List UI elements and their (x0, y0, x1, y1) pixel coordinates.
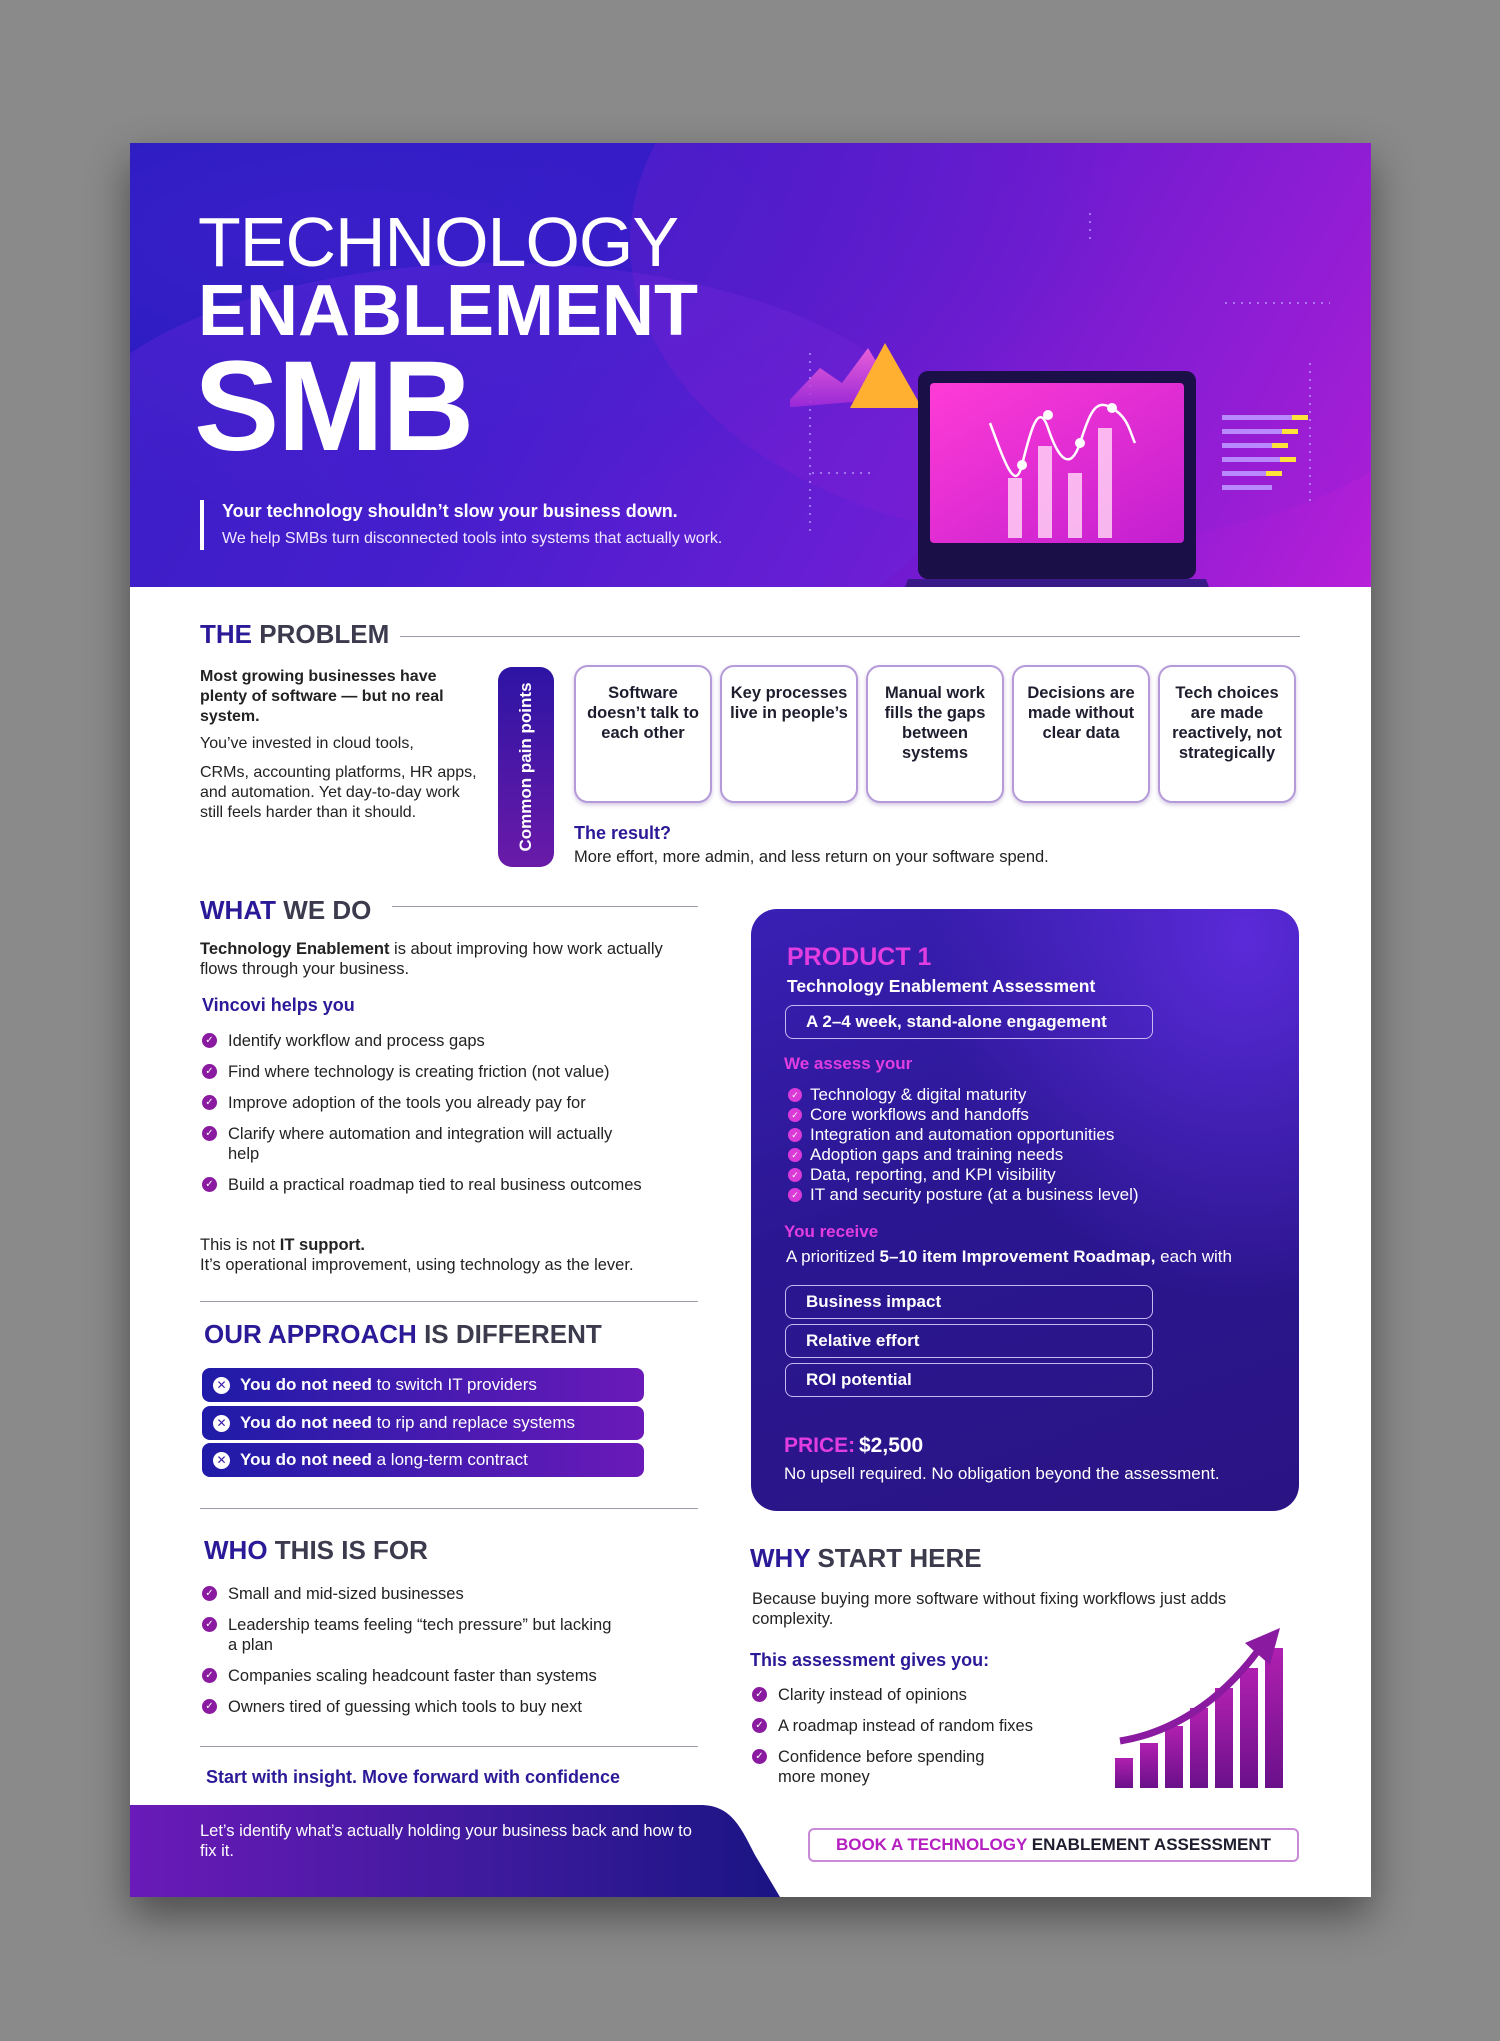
check-icon: ✓ (788, 1148, 802, 1162)
x-circle-icon: ✕ (213, 1415, 230, 1432)
title-line-3: SMB (194, 335, 473, 478)
pain-card: Decisions are made without clear data (1012, 665, 1150, 803)
subtagline: We help SMBs turn disconnected tools into systems that actually work. (222, 530, 723, 547)
approach-item: ✕ You do not need to switch IT providers (202, 1368, 644, 1402)
laptop-illustration (790, 203, 1350, 587)
x-circle-icon: ✕ (213, 1377, 230, 1394)
not-it-support: This is not IT support. (200, 1236, 366, 1254)
operational-note: It’s operational improvement, using technology as the lever. (200, 1256, 634, 1274)
what-we-do-heading: WHAT WE DO (200, 895, 372, 925)
growth-chart-icon (1110, 1623, 1310, 1793)
divider (392, 906, 698, 907)
what-we-do-intro: Technology Enablement is about improving how work actually flows through your business. (200, 940, 663, 978)
receive-text: A prioritized 5–10 item Improvement Roadmap, each with (786, 1247, 1232, 1266)
gives-list (752, 1685, 1052, 1798)
pain-points-label: Common pain points (498, 667, 554, 867)
helps-label: Vincovi helps you (202, 995, 355, 1015)
list-item: ✓ Clarity instead of opinions (752, 1685, 1052, 1705)
helps-list (202, 1031, 682, 1206)
list-item: ✓ Adoption gaps and training needs (788, 1145, 1139, 1165)
list-item: ✓ Clarify where automation and integration will actually help (202, 1124, 622, 1164)
divider (200, 1508, 698, 1509)
pain-card: Manual work fills the gaps between systems (866, 665, 1004, 803)
check-icon: ✓ (202, 1177, 217, 1192)
title-line-1: TECHNOLOGY (198, 203, 679, 281)
list-item: ✓ A roadmap instead of random fixes (752, 1716, 1052, 1736)
assess-list (788, 1085, 1139, 1205)
check-icon: ✓ (788, 1108, 802, 1122)
who-heading: WHO THIS IS FOR (204, 1535, 428, 1565)
roadmap-item: Relative effort (785, 1324, 1153, 1358)
footer-text: Let’s identify what’s actually holding your business back and how to fix it. (200, 1822, 692, 1860)
tagline: Your technology shouldn’t slow your business down. (222, 501, 678, 521)
tagline-bar (200, 500, 204, 550)
check-icon: ✓ (202, 1586, 217, 1601)
product-label: PRODUCT 1 (787, 943, 932, 971)
approach-item: ✕ You do not need to rip and replace systems (202, 1406, 644, 1440)
list-item: ✓ Core workflows and handoffs (788, 1105, 1139, 1125)
divider (200, 1301, 698, 1302)
result-label: The result? (574, 823, 672, 843)
product-card (751, 909, 1299, 1511)
list-item: ✓ Improve adoption of the tools you already pay for (202, 1093, 682, 1113)
list-item: ✓ Small and mid-sized businesses (202, 1584, 682, 1604)
list-item: ✓ Companies scaling headcount faster than systems (202, 1666, 682, 1686)
assess-label: We assess your (784, 1054, 913, 1073)
check-icon: ✓ (752, 1718, 767, 1733)
list-item: ✓ Find where technology is creating friction (not value) (202, 1062, 682, 1082)
check-icon: ✓ (788, 1088, 802, 1102)
problem-lead: Most growing businesses have plenty of software — but no real system. (200, 668, 444, 725)
list-item: ✓ Build a practical roadmap tied to real business outcomes (202, 1175, 642, 1195)
check-icon: ✓ (202, 1126, 217, 1141)
check-icon: ✓ (788, 1128, 802, 1142)
approach-item: ✕ You do not need a long-term contract (202, 1443, 644, 1477)
price-label: PRICE: (784, 1434, 856, 1457)
roadmap-item: Business impact (785, 1285, 1153, 1319)
divider (400, 636, 1300, 637)
pain-card: Software doesn’t talk to each other (574, 665, 712, 803)
list-item: ✓ Integration and automation opportunities (788, 1125, 1139, 1145)
check-icon: ✓ (202, 1064, 217, 1079)
engagement-box: A 2–4 week, stand-alone engagement (785, 1005, 1153, 1039)
price-value: $2,500 (859, 1434, 924, 1457)
approach-heading: OUR APPROACH IS DIFFERENT (204, 1319, 602, 1349)
check-icon: ✓ (202, 1095, 217, 1110)
roadmap-item: ROI potential (785, 1363, 1153, 1397)
check-icon: ✓ (788, 1188, 802, 1202)
check-icon: ✓ (202, 1617, 217, 1632)
flyer-sheet (130, 143, 1371, 1897)
check-icon: ✓ (788, 1168, 802, 1182)
hero-banner (130, 143, 1371, 587)
why-heading: WHY START HERE (750, 1543, 982, 1573)
list-item: ✓ Identify workflow and process gaps (202, 1031, 682, 1051)
list-item: ✓ Leadership teams feeling “tech pressure” but lacking a plan (202, 1615, 622, 1655)
why-body: Because buying more software without fixing workflows just adds complexity. (752, 1590, 1227, 1628)
problem-heading: THE PROBLEM (200, 619, 390, 649)
problem-body-2: CRMs, accounting platforms, HR apps, and automation. Yet day-to-day work still feels harder than it should. (200, 764, 477, 821)
receive-label: You receive (784, 1222, 879, 1241)
gives-label: This assessment gives you: (750, 1650, 990, 1670)
list-item: ✓ IT and security posture (at a business level) (788, 1185, 1139, 1205)
list-item: ✓ Owners tired of guessing which tools to buy next (202, 1697, 682, 1717)
check-icon: ✓ (752, 1749, 767, 1764)
check-icon: ✓ (202, 1699, 217, 1714)
book-assessment-button[interactable]: BOOK A TECHNOLOGY ENABLEMENT ASSESSMENT (808, 1828, 1299, 1862)
pain-card: Tech choices are made reactively, not strategically (1158, 665, 1296, 803)
slogan: Start with insight. Move forward with confidence (206, 1767, 621, 1787)
x-circle-icon: ✕ (213, 1452, 230, 1469)
product-title: Technology Enablement Assessment (787, 976, 1096, 996)
title-line-2: ENABLEMENT (198, 271, 698, 351)
check-icon: ✓ (202, 1668, 217, 1683)
list-item: ✓ Technology & digital maturity (788, 1085, 1139, 1105)
who-list (202, 1584, 682, 1728)
result-text: More effort, more admin, and less return on your software spend. (574, 848, 1049, 866)
divider (200, 1746, 698, 1747)
price-note: No upsell required. No obligation beyond the assessment. (784, 1464, 1220, 1483)
problem-body-1: You’ve invested in cloud tools, (200, 735, 414, 752)
list-item: ✓ Data, reporting, and KPI visibility (788, 1165, 1139, 1185)
pain-card: Key processes live in people’s (720, 665, 858, 803)
check-icon: ✓ (202, 1033, 217, 1048)
list-item: ✓ Confidence before spending more money (752, 1747, 1022, 1787)
check-icon: ✓ (752, 1687, 767, 1702)
